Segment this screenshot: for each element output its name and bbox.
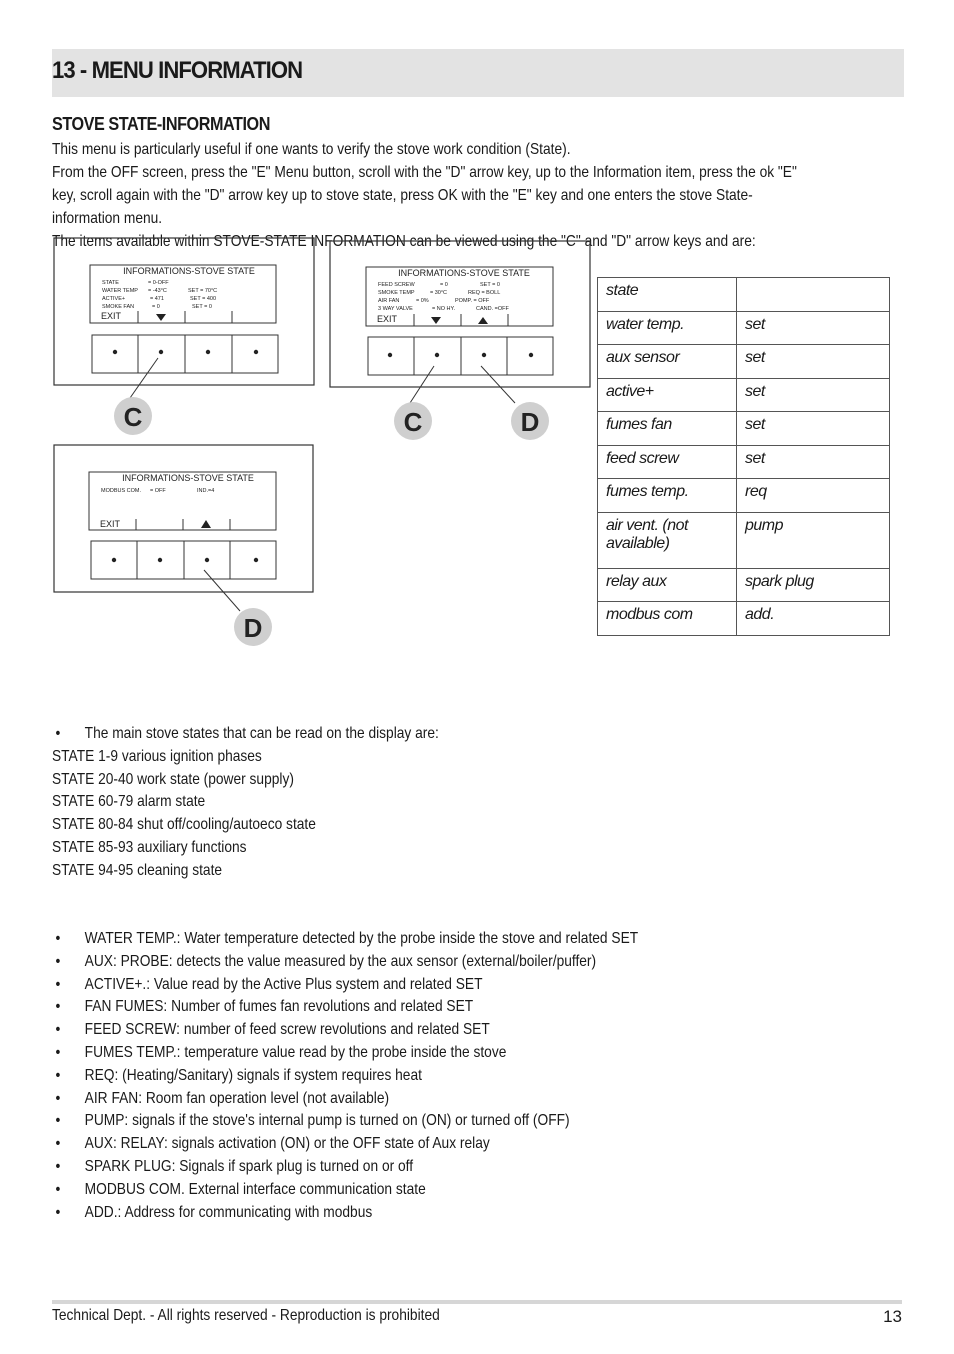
list-item: • AUX: PROBE: detects the value measured by the aux sensor (external/boiler/puffer) bbox=[52, 951, 740, 974]
screen-line: SMOKE TEMP bbox=[378, 290, 415, 296]
key-d-button[interactable] bbox=[205, 558, 209, 562]
table-cell: state bbox=[598, 278, 737, 312]
footer-divider bbox=[52, 1300, 902, 1304]
panel-feed-screen bbox=[330, 241, 590, 440]
key-d-button[interactable] bbox=[482, 353, 486, 357]
key-d-callout: D bbox=[243, 613, 263, 643]
list-item: • MODBUS COM. External interface communication state bbox=[52, 1179, 740, 1202]
key-e-button[interactable] bbox=[254, 350, 258, 354]
table-row bbox=[598, 445, 890, 479]
table-cell: add. bbox=[737, 602, 890, 636]
key-e-button[interactable] bbox=[529, 353, 533, 357]
state-line: STATE 85-93 auxiliary functions bbox=[52, 838, 247, 856]
screen-line: AIR FAN bbox=[378, 298, 400, 304]
intro-paragraph: The items available within STOVE-STATE INFORMATION can be viewed using the "C" and "D" arrow keys and are: bbox=[52, 233, 756, 250]
list-item: • AIR FAN: Room fan operation level (not available) bbox=[52, 1088, 740, 1111]
screen-line: = NO HY. bbox=[432, 306, 455, 312]
list-item: • ACTIVE+.: Value read by the Active Plus system and related SET bbox=[52, 974, 740, 997]
table-cell: fumes temp. bbox=[598, 479, 737, 513]
list-item: • ADD.: Address for communicating with modbus bbox=[52, 1202, 740, 1225]
list-item: • FAN FUMES: Number of fumes fan revolutions and related SET bbox=[52, 996, 740, 1019]
screen-title: INFORMATIONS-STOVE STATE bbox=[123, 266, 255, 276]
state-line: STATE 1-9 various ignition phases bbox=[52, 747, 262, 765]
info-items-table bbox=[597, 277, 890, 636]
control-panel-figures bbox=[0, 230, 600, 660]
key-c-callout: C bbox=[123, 402, 143, 432]
list-item: • PUMP: signals if the stove's internal pump is turned on (ON) or turned off (OFF) bbox=[52, 1110, 740, 1133]
table-cell: set bbox=[737, 311, 890, 345]
key-d-callout: D bbox=[520, 407, 540, 437]
arrow-down-icon bbox=[431, 317, 441, 324]
table-cell: aux sensor bbox=[598, 345, 737, 379]
screen-line: 3 WAY VALVE bbox=[378, 306, 413, 312]
screen-line: = 30°C bbox=[430, 290, 448, 296]
intro-paragraph: From the OFF screen, press the "E" Menu button, scroll with the "D" arrow key, up to the Information item, press the ok "E" key, scroll again with the "D" arrow key up to stove state, press OK with the "E" key and one enters the stove State-information menu. bbox=[52, 164, 797, 227]
table-cell: water temp. bbox=[598, 311, 737, 345]
screen-line: SET = 400 bbox=[190, 296, 217, 302]
key-a-button[interactable] bbox=[112, 558, 116, 562]
key-a-button[interactable] bbox=[388, 353, 392, 357]
table-cell: relay aux bbox=[598, 568, 737, 602]
stove-states-list bbox=[52, 723, 568, 883]
table-cell: set bbox=[737, 412, 890, 446]
table-cell bbox=[737, 278, 890, 312]
state-line: STATE 60-79 alarm state bbox=[52, 793, 206, 811]
panel-state-screen bbox=[54, 238, 314, 435]
states-intro: • The main stove states that can be read on the display are: bbox=[52, 723, 568, 746]
screen-line: = 0 bbox=[152, 304, 160, 310]
state-line: STATE 20-40 work state (power supply) bbox=[52, 770, 294, 788]
list-item: • SPARK PLUG: Signals if spark plug is turned on or off bbox=[52, 1156, 740, 1179]
list-item: • REQ: (Heating/Sanitary) signals if system requires heat bbox=[52, 1065, 740, 1088]
screen-title: INFORMATIONS-STOVE STATE bbox=[398, 268, 530, 278]
definitions-list bbox=[52, 928, 740, 1224]
table-cell: req bbox=[737, 479, 890, 513]
panel-modbus-screen bbox=[54, 445, 313, 646]
screen-line: WATER TEMP bbox=[102, 288, 138, 294]
table-cell: active+ bbox=[598, 378, 737, 412]
screen-line: IND.=4 bbox=[197, 488, 215, 494]
key-a-button[interactable] bbox=[113, 350, 117, 354]
table-cell: spark plug bbox=[737, 568, 890, 602]
footer-notice: Technical Dept. - All rights reserved - Reproduction is prohibited bbox=[52, 1307, 440, 1324]
screen-line: SMOKE FAN bbox=[102, 304, 135, 310]
screen-line: = 0 bbox=[440, 282, 448, 288]
table-cell: air vent. (not available) bbox=[598, 512, 737, 568]
key-e-button[interactable] bbox=[254, 558, 258, 562]
screen-line: SET = 0 bbox=[480, 282, 500, 288]
exit-label: EXIT bbox=[101, 311, 122, 321]
table-cell: pump bbox=[737, 512, 890, 568]
arrow-up-icon bbox=[201, 520, 211, 528]
screen-line: = 0% bbox=[416, 298, 429, 304]
screen-line: STATE bbox=[102, 280, 119, 286]
page-title: 13 - MENU INFORMATION bbox=[52, 57, 303, 84]
screen-line: = -43°C bbox=[148, 288, 167, 294]
key-c-button[interactable] bbox=[435, 353, 439, 357]
list-item: • WATER TEMP.: Water temperature detected by the probe inside the stove and related SET bbox=[52, 928, 740, 951]
table-row bbox=[598, 278, 890, 312]
screen-title: INFORMATIONS-STOVE STATE bbox=[122, 473, 254, 483]
table-row bbox=[598, 345, 890, 379]
list-item: • FUMES TEMP.: temperature value read by the probe inside the stove bbox=[52, 1042, 740, 1065]
table-row bbox=[598, 512, 890, 568]
screen-line: SET = 0 bbox=[192, 304, 212, 310]
table-row bbox=[598, 602, 890, 636]
page-number: 13 bbox=[883, 1307, 902, 1326]
list-item: • AUX: RELAY: signals activation (ON) or the OFF state of Aux relay bbox=[52, 1133, 740, 1156]
table-row bbox=[598, 378, 890, 412]
table-row bbox=[598, 568, 890, 602]
intro-paragraph: This menu is particularly useful if one wants to verify the stove work condition (State). bbox=[52, 141, 571, 158]
screen-line: MODBUS COM. bbox=[101, 488, 142, 494]
table-cell: set bbox=[737, 378, 890, 412]
table-cell: set bbox=[737, 445, 890, 479]
table-row bbox=[598, 412, 890, 446]
arrow-up-icon bbox=[478, 317, 488, 324]
screen-line: = OFF bbox=[150, 488, 166, 494]
key-c-button[interactable] bbox=[158, 558, 162, 562]
state-line: STATE 80-84 shut off/cooling/autoeco state bbox=[52, 816, 316, 834]
key-d-button[interactable] bbox=[206, 350, 210, 354]
screen-line: POMP. = OFF bbox=[455, 298, 490, 304]
table-cell: fumes fan bbox=[598, 412, 737, 446]
screen-line: = 471 bbox=[150, 296, 164, 302]
list-item: • FEED SCREW: number of feed screw revolutions and related SET bbox=[52, 1019, 740, 1042]
screen-line: ACTIVE+ bbox=[102, 296, 126, 302]
screen-line: FEED SCREW bbox=[378, 282, 415, 288]
table-row bbox=[598, 479, 890, 513]
key-c-button[interactable] bbox=[159, 350, 163, 354]
arrow-down-icon bbox=[156, 314, 166, 321]
exit-label: EXIT bbox=[377, 314, 398, 324]
state-line: STATE 94-95 cleaning state bbox=[52, 861, 223, 879]
table-cell: set bbox=[737, 345, 890, 379]
key-c-callout: C bbox=[403, 407, 423, 437]
screen-line: CAND. =OFF bbox=[476, 306, 509, 312]
table-row bbox=[598, 311, 890, 345]
table-cell: modbus com bbox=[598, 602, 737, 636]
section-title: STOVE STATE-INFORMATION bbox=[52, 114, 270, 134]
section-banner bbox=[52, 49, 904, 97]
screen-line: = 0-OFF bbox=[148, 280, 169, 286]
screen-line: SET = 70°C bbox=[188, 288, 218, 294]
screen-line: REQ = BOLL bbox=[468, 290, 501, 296]
table-cell: feed screw bbox=[598, 445, 737, 479]
exit-label: EXIT bbox=[100, 519, 121, 529]
